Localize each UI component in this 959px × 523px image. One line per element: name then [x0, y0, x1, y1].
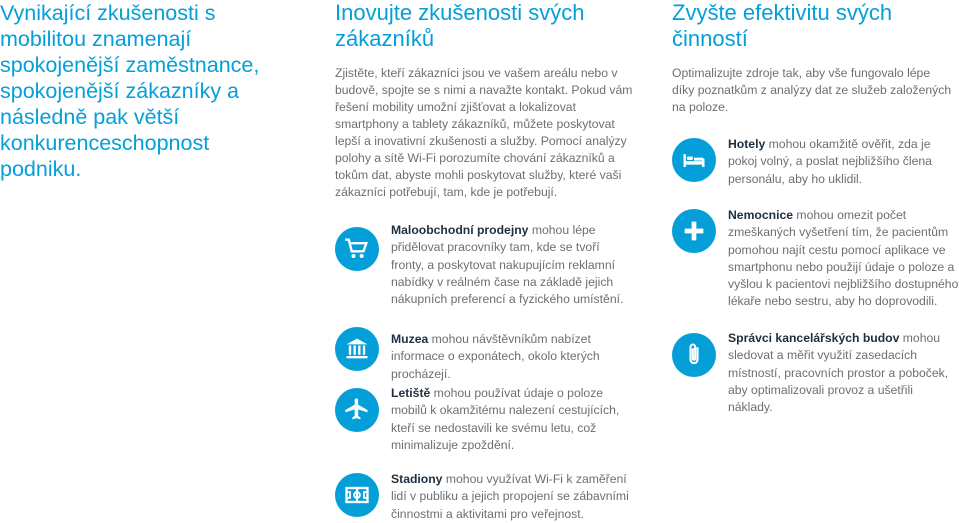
item-text: mohou využívat Wi-Fi k zaměření lidí v publiku a jejich propojení se zábavními činnostmi a aktivitami pro veřejnost.: [391, 472, 629, 521]
paperclip-icon: [672, 333, 716, 377]
item-text: mohou sledovat a měřit využití zasedacích místností, pracovních prostor a poboček, aby optimalizovali provoz a ušetřili náklady.: [728, 331, 949, 415]
item-text: mohou návštěvníkům nabízet informace o exponátech, okolo kterých procházejí.: [391, 332, 600, 381]
headline: Vynikající zkušenosti s mobilitou znamenají spokojenější zaměstnance, spokojenější zákazníky a následně pak větší konkurenceschopnost podniku.: [0, 1, 260, 181]
intro-text: Optimalizujte zdroje tak, aby vše fungovalo lépe díky poznatkům z analýzy dat ze služeb založených na poloze.: [672, 66, 952, 114]
cart-icon: [335, 227, 379, 271]
museum-icon: [335, 327, 379, 371]
item-title: Muzea: [391, 332, 429, 346]
medical-cross-icon: [672, 209, 716, 253]
item-text: mohou okamžitě ověřit, zda je pokoj volný, a poslat nejbližšího člena personálu, aby ho uklidil.: [728, 137, 932, 186]
list-item-stadium: [335, 471, 635, 523]
left-column: [0, 0, 290, 182]
item-text: mohou používat údaje o poloze mobilů k okamžitému nalezení cestujících, kteří se nedostavili ke svému letu, což minimalizuje zpoždění.: [391, 386, 620, 452]
item-title: Správci kancelářských budov: [728, 331, 900, 345]
item-title: Maloobchodní prodejny: [391, 223, 529, 237]
item-title: Hotely: [728, 137, 766, 151]
list-item-office: [672, 330, 959, 416]
list-item-museum: [335, 331, 635, 383]
item-text: mohou lépe přidělovat pracovníky tam, kde se tvoří fronty, a poskytovat nakupujícím reklamní nabídky v reálném čase na základě jejich nákupních preferencí a fyzického umístění.: [391, 223, 624, 307]
item-title: Nemocnice: [728, 208, 794, 222]
list-item-hospital: [672, 207, 959, 311]
item-title: Letiště: [391, 386, 431, 400]
list-item-retail: [335, 222, 635, 308]
list-item-airport: [335, 385, 635, 454]
item-text: mohou omezit počet zmeškaných vyšetření tím, že pacientům pomohou najít cestu pomocí aplikace ve smartphonu nebo použijí údaje o poloze a vyšlou k pacientovi nejbližšího dostupného lékaře nebo sestru, aby ho doprovodili.: [728, 208, 959, 309]
list-item-hotel: [672, 136, 959, 188]
stadium-icon: [335, 473, 379, 517]
efficiency-column: [672, 0, 959, 116]
item-title: Stadiony: [391, 472, 443, 486]
airplane-icon: [335, 388, 379, 432]
bed-icon: [672, 138, 716, 182]
column-title: Zvyšte efektivitu svých činností: [672, 0, 893, 51]
customer-experience-column: [335, 0, 635, 201]
intro-text: Zjistěte, kteří zákazníci jsou ve vašem areálu nebo v budově, spojte se s nimi a navažte kontakt. Pokud vám řešení mobility umožní zjišťovat a lokalizovat smartphony a tablety zákazníků, můžete poskytovat lepší a inovativní zkušenosti a služby. Pomocí analýzy polohy a sítě Wi-Fi porozumíte chování zákazníků a tokům dat, abyste mohli poskytovat služby, které vaši zákazníci potřebují, tam, kde je potřebují.: [335, 66, 633, 199]
column-title: Inovujte zkušenosti svých zákazníků: [335, 0, 585, 51]
